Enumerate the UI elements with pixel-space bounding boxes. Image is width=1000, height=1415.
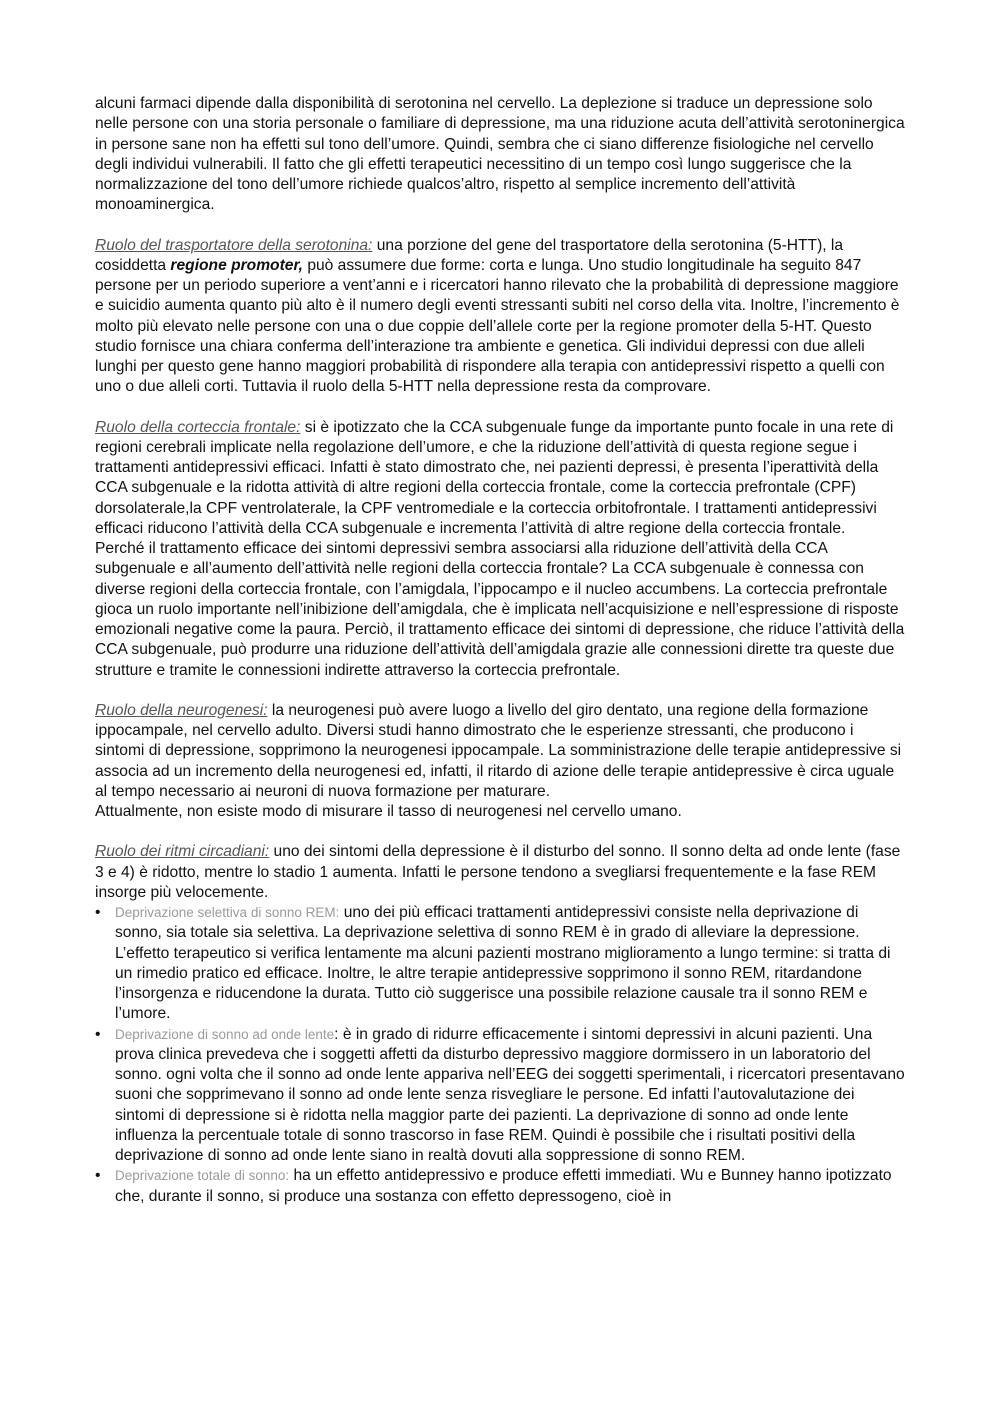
paragraph-gap xyxy=(95,216,906,236)
bullet-title-rem-deprivation: Deprivazione selettiva di sonno REM: xyxy=(115,905,340,920)
bullet-title-slow-wave-deprivation: Deprivazione di sonno ad onde lente xyxy=(115,1026,335,1042)
paragraph-frontal-cortex xyxy=(95,418,906,540)
section-text: si è ipotizzato che la CCA subgenuale funge da importante punto focale in una rete di regioni cerebrali implicate nella regolazione dell’umore, e che la riduzione dell’attività di questa regione segue i trattamenti antidepressivi efficaci. Infatti è stato dimostrato che, nei pazienti depressi, è presenta l’iperattività della CCA subgenuale e la ridotta attività di altre regioni della corteccia frontale, come la corteccia prefrontale (CPF) dorsolaterale,la CPF ventrolaterale, la CPF ventromediale e la corteccia orbitofrontale. I trattamenti antidepressivi efficaci riducono l’attività della CCA subgenuale e incrementa l’attività di altre regione della corteccia frontale. xyxy=(95,418,894,537)
section-title-serotonin-transporter: Ruolo del trasportatore della serotonina: xyxy=(95,236,373,254)
emphasis-regione-promoter: regione promoter, xyxy=(170,256,303,274)
list-item-total-deprivation xyxy=(115,1166,906,1207)
section-text: una porzione del gene del trasportatore della serotonina (5-HTT), la cosiddetta xyxy=(95,236,844,274)
sleep-deprivation-list xyxy=(95,903,906,1207)
paragraph-frontal-cortex-continued: Perché il trattamento efficace dei sintomi depressivi sembra associarsi alla riduzione dell’attività della CCA subgenuale e all’aumento dell’attività nelle regioni della corteccia frontale? La CCA subgenuale è connessa con diverse regioni della corteccia frontale, con l’amigdala, l’ippocampo e il nucleo accumbens. La corteccia prefrontale gioca un ruolo importante nell’inibizione dell’amigdala, che è implicata nell’acquisizione e nell’espressione di risposte emozionali negative come la paura. Perciò, il trattamento efficace dei sintomi di depressione, che riduce l’attività della CCA subgenuale, può produrre una riduzione dell’attività dell’amigdala grazie alle connessioni dirette tra queste due strutture e tramite le connessioni indirette attraverso la corteccia prefrontale. xyxy=(95,540,905,679)
bullet-title-total-deprivation: Deprivazione totale di sonno: xyxy=(115,1168,290,1184)
list-item-slow-wave-deprivation xyxy=(115,1025,906,1167)
paragraph-neurogenesis-continued: Attualmente, non esiste modo di misurare il tasso di neurogenesi nel cervello umano. xyxy=(95,803,682,820)
paragraph-gap xyxy=(95,822,906,842)
section-title-circadian-rhythms: Ruolo dei ritmi circadiani: xyxy=(95,843,270,861)
section-title-frontal-cortex: Ruolo della corteccia frontale: xyxy=(95,418,301,436)
paragraph-serotonin-transporter xyxy=(95,236,906,398)
paragraph-gap xyxy=(95,398,906,418)
paragraph-gap xyxy=(95,681,906,701)
bullet-text: : è in grado di ridurre efficacemente i sintomi depressivi in alcuni pazienti. Una prova clinica prevedeva che i soggetti affetti da disturbo depressivo maggiore dormissero in un laboratorio del sonno. ogni volta che il sonno ad onde lente appariva nell’EEG dei soggetti sperimentali, i ricercatori presentavano suoni che sopprimevano il sonno ad onde lente senza risvegliare le persone. Ed infatti l’autovalutazione dei sintomi di depressione si è ridotta nella maggior parte dei pazienti. La deprivazione di sonno ad onde lente influenza la percentuale totale di sonno trascorso in fase REM. Quindi è possibile che i risultati positivi della deprivazione di sonno ad onde lente siano in realtà dovuti alla soppressione di sonno REM. xyxy=(115,1025,905,1164)
section-text: uno dei sintomi della depressione è il disturbo del sonno. Il sonno delta ad onde lente (fase 3 e 4) è ridotto, mentre lo stadio 1 aumenta. Infatti le persone tendono a svegliarsi frequentemente e la fase REM insorge più velocemente. xyxy=(95,843,901,901)
section-title-neurogenesis: Ruolo della neurogenesi: xyxy=(95,701,268,719)
paragraph-neurogenesis xyxy=(95,701,906,802)
paragraph-serotonin-depletion: alcuni farmaci dipende dalla disponibilità di serotonina nel cervello. La deplezione si traduce un depressione solo nelle persone con una storia personale o familiare di depressione, ma una riduzione acuta dell’attività serotoninergica in persone sane non ha effetti sul tono dell’umore. Quindi, sembra che ci siano differenze fisiologiche nel cervello degli individui vulnerabili. Il fatto che gli effetti terapeutici necessitino di un tempo così lungo suggerisce che la normalizzazione del tono dell’umore richiede qualcos’altro, rispetto al semplice incremento dell’attività monoaminergica. xyxy=(95,95,905,214)
list-item-rem-deprivation xyxy=(115,903,906,1025)
section-text: può assumere due forme: corta e lunga. Uno studio longitudinale ha seguito 847 persone per un periodo superiore a vent’anni e i ricercatori hanno rilevato che la probabilità di depressione maggiore e suicidio aumenta quanto più alto è il numero degli eventi stressanti subiti nel corso della vita. Inoltre, l’incremento è molto più elevato nelle persone con una o due coppie dell’allele corte per la regione promoter della 5-HT. Questo studio fornisce una chiara conferma dell’interazione tra ambiente e genetica. Gli individui depressi con due alleli lunghi per questo gene hanno maggiori probabilità di rispondere alla terapia con antidepressivi rispetto a quelli con uno o due alleli corti. Tuttavia il ruolo della 5-HTT nella depressione resta da comprovare. xyxy=(95,256,900,396)
bullet-text: uno dei più efficaci trattamenti antidepressivi consiste nella deprivazione di sonno, sia totale sia selettiva. La deprivazione selettiva di sonno REM è in grado di alleviare la depressione. L’effetto terapeutico si verifica lentamente ma alcuni pazienti mostrano miglioramento a lungo termine: si tratta di un rimedio pratico ed efficace. Inoltre, le altre terapie antidepressive sopprimono il sonno REM, ritardandone l’insorgenza e riducendone la durata. Tutto ciò suggerisce una possibile relazione causale tra il sonno REM e l’umore. xyxy=(115,904,891,1023)
section-text: la neurogenesi può avere luogo a livello del giro dentato, una regione della formazione ippocampale, nel cervello adulto. Diversi studi hanno dimostrato che le esperienze stressanti, che producono i sintomi di depressione, sopprimono la neurogenesi ippocampale. La somministrazione delle terapie antidepressive si associa ad un incremento della neurogenesi ed, infatti, il ritardo di azione delle terapie antidepressive è circa uguale al tempo necessario ai neuroni di nuova formazione per maturare. xyxy=(95,701,902,800)
bullet-text: ha un effetto antidepressivo e produce effetti immediati. Wu e Bunney hanno ipotizzato che, durante il sonno, si produce una sostanza con effetto depressogeno, cioè in xyxy=(115,1167,892,1205)
paragraph-circadian-rhythms xyxy=(95,842,906,903)
